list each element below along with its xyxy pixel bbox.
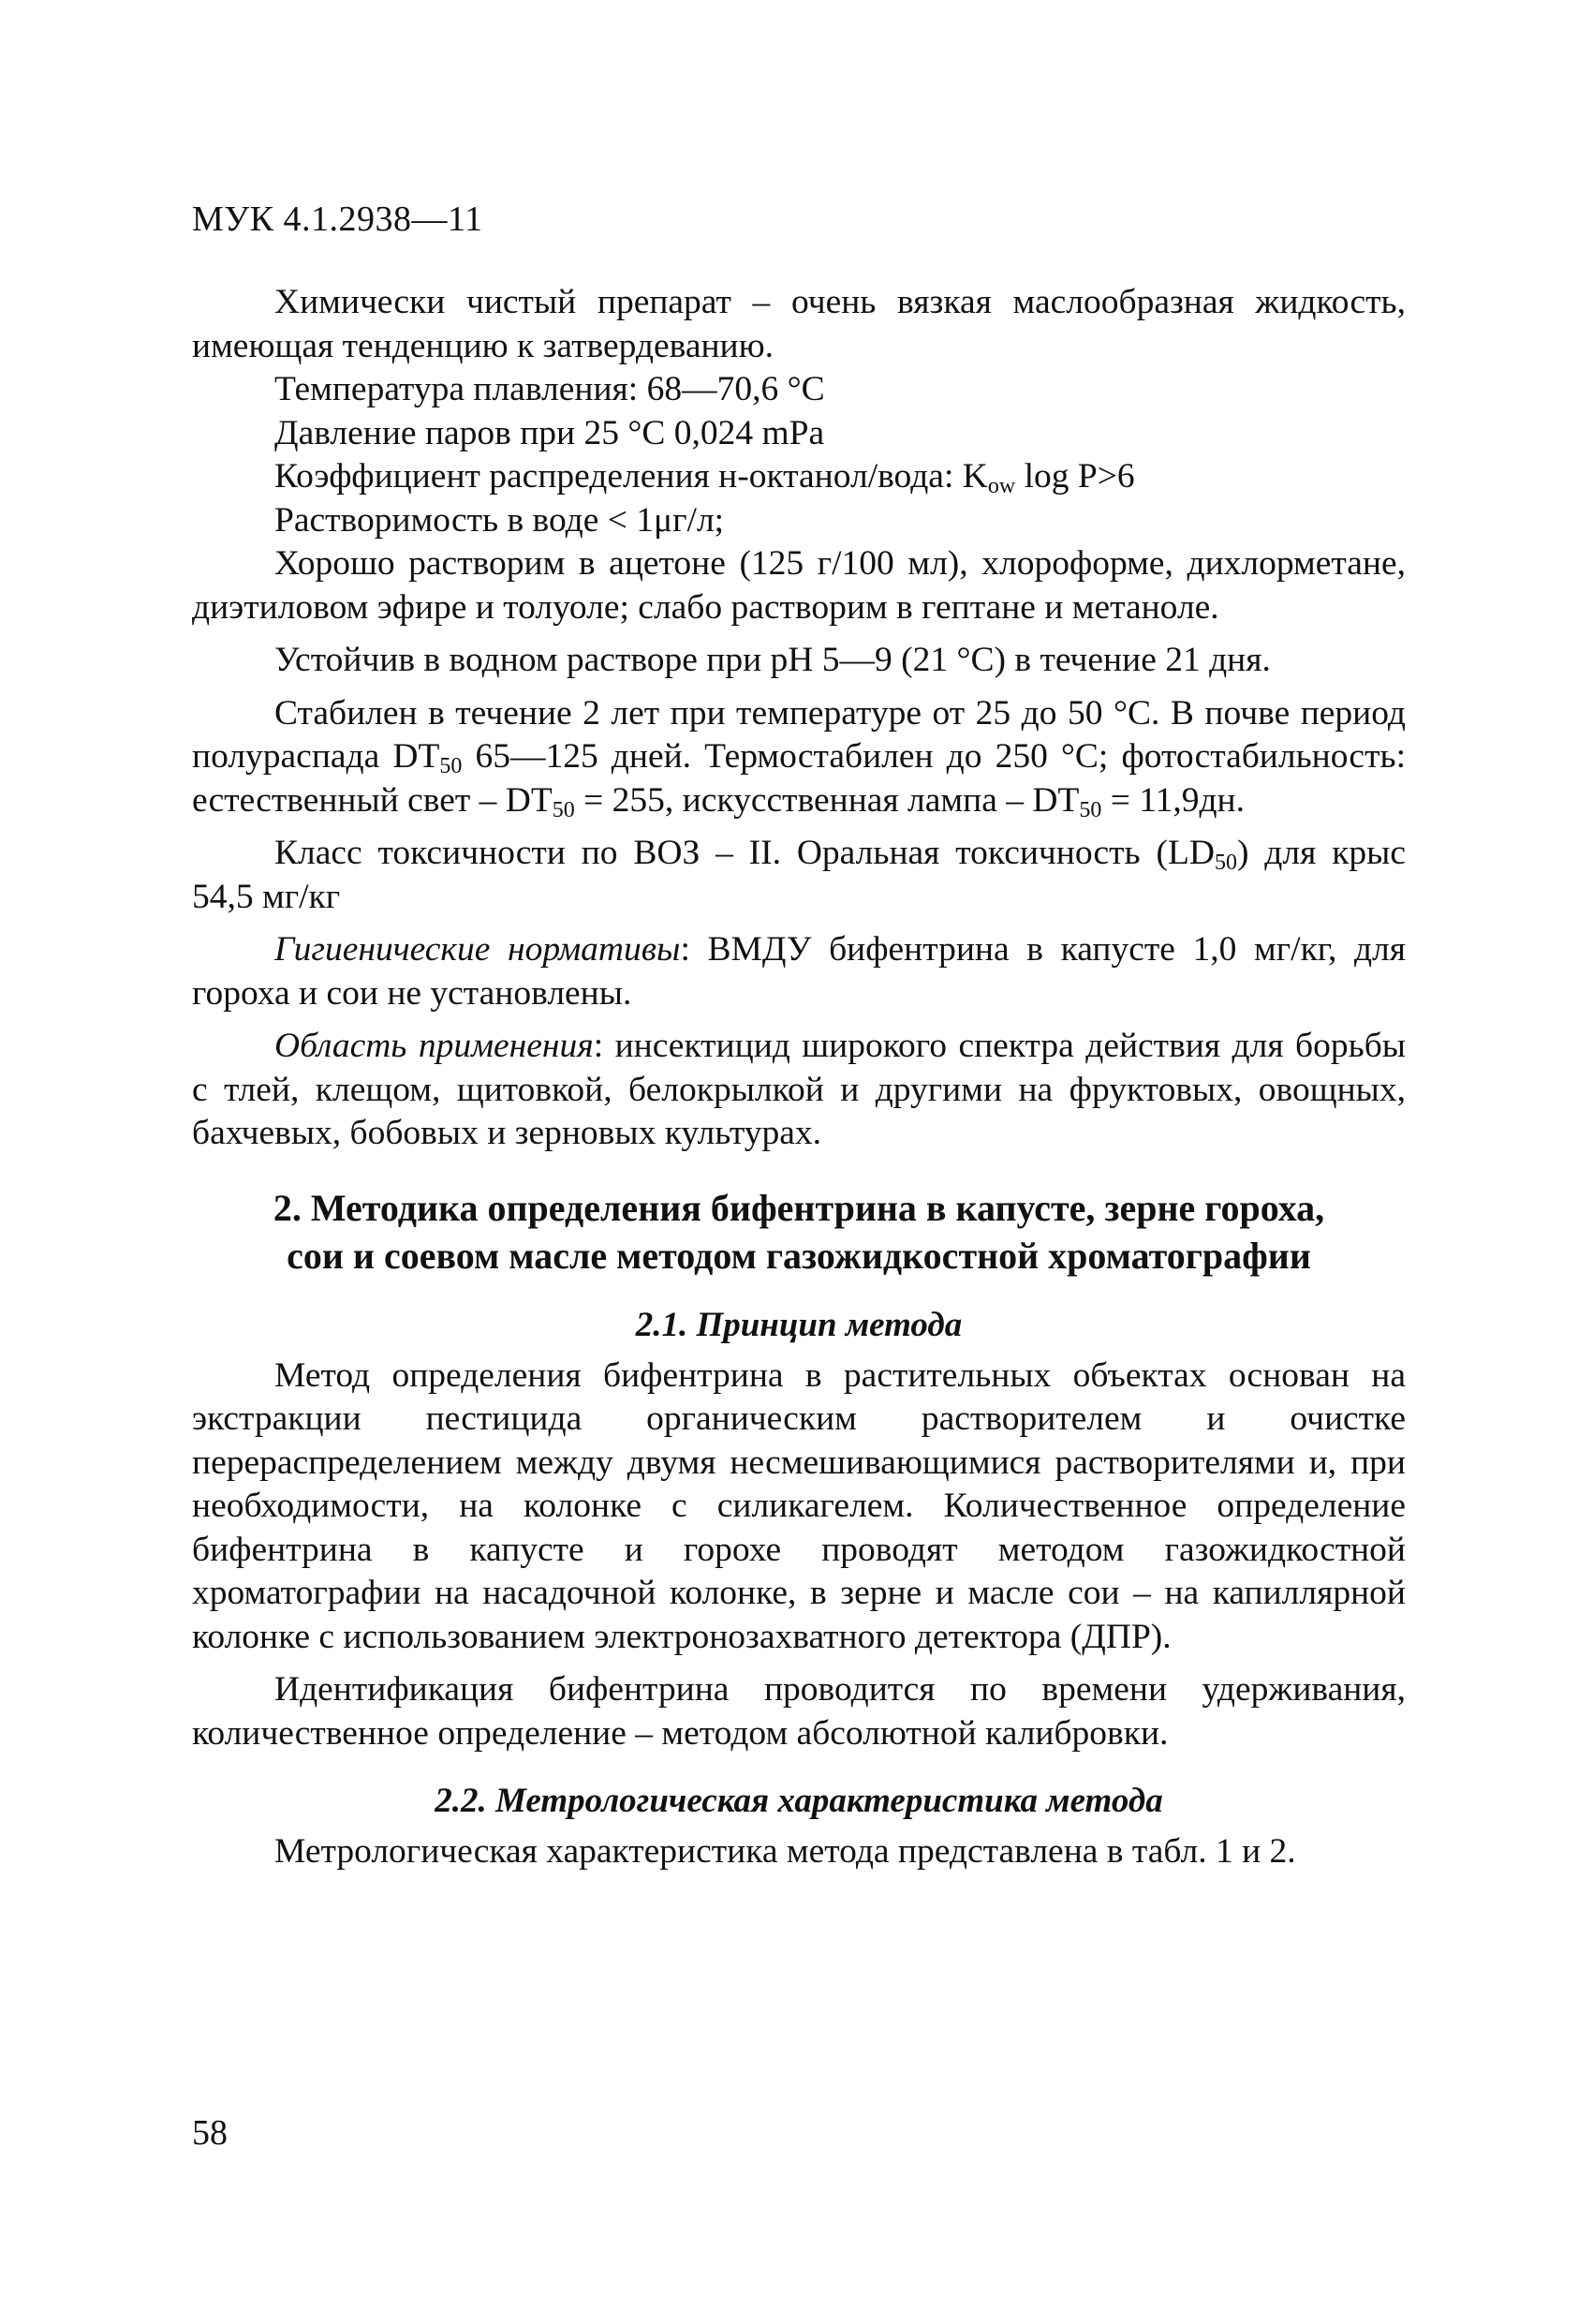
property-hydrolytic-stability: Устойчив в водном растворе при pH 5—9 (21 °С) в течение 21 дня. [274, 641, 1271, 679]
document-code: МУК 4.1.2938—11 [192, 200, 483, 239]
metrology-paragraph: Метрологическая характеристика метода представлена в табл. 1 и 2. [274, 1832, 1296, 1871]
document-body [192, 281, 1406, 1874]
property-toxicity [192, 832, 1406, 919]
stability-subscript-1: 50 [439, 754, 463, 778]
hygiene-standards-text: : ВМДУ бифентрина в капусте 1,0 мг/кг, для гороха и сои не установлены. [192, 930, 1406, 1013]
property-stability [192, 692, 1406, 823]
partition-text-end: log P>6 [1015, 457, 1135, 496]
stability-text-c: = 255, искусственная лампа – DT [574, 780, 1080, 820]
property-solvent-solubility: Хорошо растворим в ацетоне (125 г/100 мл), хлороформе, дихлорметане, диэтиловом эфире и толуоле; слабо растворим в гептане и метаноле. [192, 544, 1406, 627]
identification-paragraph: Идентификация бифентрина проводится по времени удерживания, количественное определение – методом абсолютной калибровки. [192, 1670, 1406, 1753]
property-appearance: Химически чистый препарат – очень вязкая маслообразная жидкость, имеющая тенденцию к затвердеванию. [192, 283, 1406, 365]
property-partition-coefficient [192, 455, 1406, 499]
property-water-solubility: Растворимость в воде < 1μг/л; [274, 500, 725, 540]
section-2-heading [192, 1184, 1406, 1280]
stability-text-b: 65—125 дней. Термостабилен до 250 °С; фотостабильность: естественный свет – DT [192, 737, 1406, 820]
stability-text-a: Стабилен в течение 2 лет при температуре от 25 до 50 °С. В почве период полураспада DT [192, 693, 1406, 776]
partition-text-start: Коэффициент распределения н-октанол/вода: K [274, 457, 988, 496]
section-2-heading-line1: 2. Методика определения бифентрина в капусте, зерне гороха, [273, 1186, 1325, 1229]
application-area-text: : инсектицид широкого спектра действия для борьбы с тлей, клещом, щитовкой, белокрылкой и другими на фруктовых, овощных, бахчевых, бобовых и зерновых культурах. [192, 1027, 1407, 1152]
property-application-area [192, 1025, 1406, 1156]
toxicity-subscript: 50 [1214, 851, 1237, 875]
page-number: 58 [192, 2113, 228, 2153]
property-hygiene-standards [192, 928, 1406, 1015]
property-melting-point: Температура плавления: 68—70,6 °С [274, 370, 825, 408]
application-area-lead: Область применения [274, 1027, 594, 1065]
toxicity-text-a: Класс токсичности по ВОЗ – II. Оральная токсичность (LD [274, 834, 1215, 872]
subsection-2-1-heading: 2.1. Принцип метода [635, 1305, 963, 1344]
subsection-2-2-heading: 2.2. Метрологическая характеристика метода [435, 1782, 1163, 1820]
section-2-heading-line2: сои и соевом масле методом газожидкостной хроматографии [287, 1234, 1311, 1277]
toxicity-text-b: ) для крыс 54,5 мг/кг [192, 834, 1407, 916]
partition-subscript: ow [987, 474, 1016, 498]
method-principle-paragraph: Метод определения бифентрина в растительных объектах основан на экстракции пестицида органическим растворителем и очистке перераспределением между двумя несмешивающимися растворителями и, при необходимости, на колонке с силикагелем. Количественное определение бифентрина в капусте и горохе проводят методом газожидкостной хроматографии на насадочной колонке, в зерне и масле сои – на капиллярной колонке с использованием электронозахватного детектора (ДПР). [192, 1355, 1406, 1656]
hygiene-standards-lead: Гигиенические нормативы [274, 930, 681, 969]
property-vapor-pressure: Давление паров при 25 °С 0,024 mPa [274, 413, 825, 452]
stability-text-d: = 11,9дн. [1101, 780, 1245, 820]
stability-subscript-2: 50 [552, 797, 575, 822]
stability-subscript-3: 50 [1079, 797, 1102, 822]
